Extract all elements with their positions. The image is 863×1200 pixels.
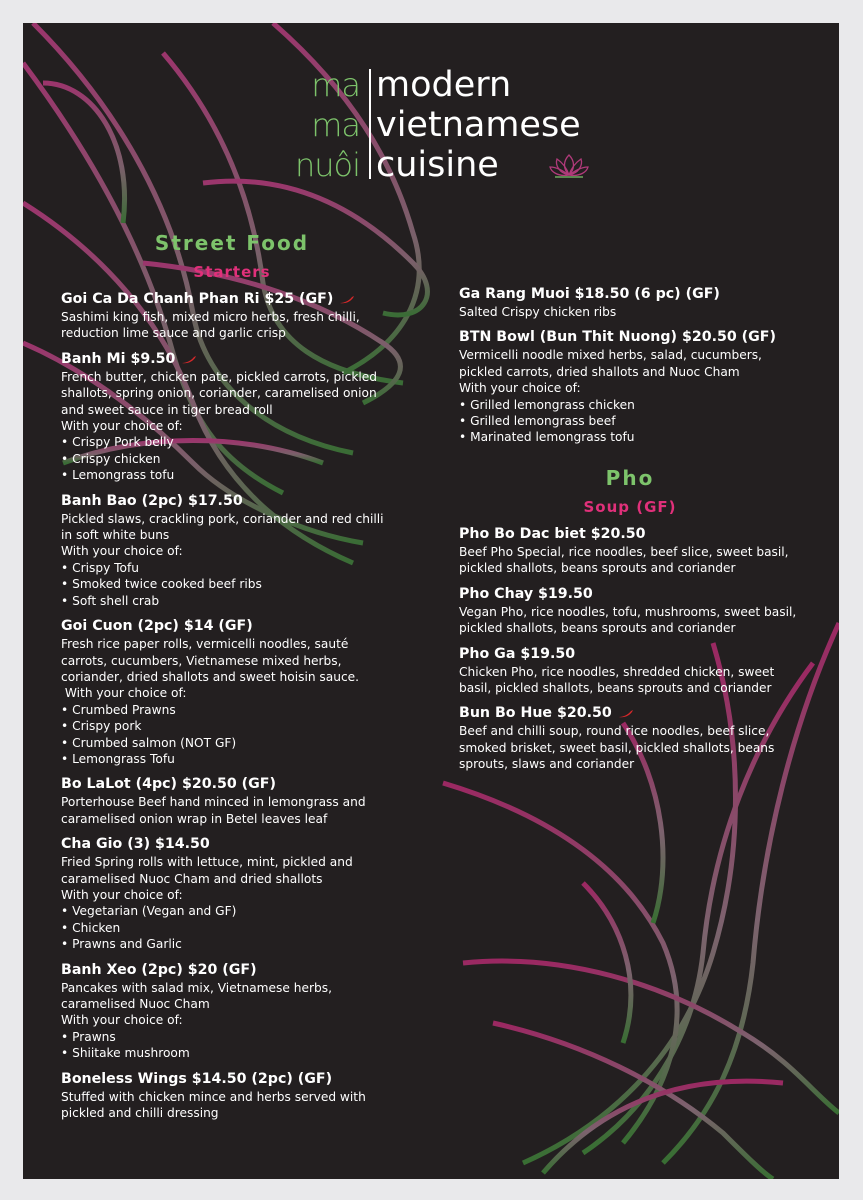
menu-item-option xyxy=(61,451,421,467)
menu-item-name-text: Bun Bo Hue $20.50 xyxy=(459,705,612,722)
menu-item-option xyxy=(61,576,421,592)
menu-item xyxy=(61,1070,421,1122)
menu-item-name xyxy=(61,775,421,794)
menu-page xyxy=(23,23,839,1179)
menu-column-right-pho xyxy=(459,525,819,781)
menu-item-name xyxy=(459,285,819,304)
menu-item-description-line: caramelised onion wrap in Betel leaves leaf xyxy=(61,811,328,826)
menu-item-option xyxy=(61,593,421,609)
menu-item-option xyxy=(61,1045,421,1061)
menu-item xyxy=(459,285,819,320)
menu-item-name xyxy=(459,328,819,347)
menu-item-description-line: coriander, dried shallots and sweet hoisin sauce. xyxy=(61,669,360,684)
menu-item-name xyxy=(61,961,421,980)
chili-icon xyxy=(181,354,197,364)
menu-item xyxy=(61,961,421,1062)
menu-item-name-text: Banh Xeo (2pc) $20 (GF) xyxy=(61,961,257,978)
bullet-icon: • xyxy=(61,593,73,608)
lotus-icon xyxy=(549,153,589,179)
menu-item-description-line: French butter, chicken pate, pickled carrots, pickled xyxy=(61,369,378,384)
menu-item-option xyxy=(61,936,421,952)
menu-item xyxy=(61,775,421,827)
bullet-icon: • xyxy=(61,702,73,717)
menu-item-description-line: pickled and chilli dressing xyxy=(61,1106,219,1121)
menu-item-option xyxy=(61,920,421,936)
menu-item-option-text: Crumbed salmon (NOT GF) xyxy=(72,735,237,750)
menu-item-option-text: Crumbed Prawns xyxy=(72,702,176,717)
bullet-icon: • xyxy=(61,735,73,750)
menu-item-description-line: With your choice of: xyxy=(61,1013,183,1028)
menu-item-option-text: Lemongrass Tofu xyxy=(72,751,175,766)
menu-item-name-text: Goi Cuon (2pc) $14 (GF) xyxy=(61,618,253,635)
menu-item xyxy=(459,704,819,772)
menu-item-description-line: carrots, cucumbers, Vietnamese mixed herbs, xyxy=(61,653,342,668)
logo-divider xyxy=(369,69,371,179)
menu-item-name xyxy=(459,704,819,723)
bullet-icon: • xyxy=(61,451,73,466)
logo-wordmark-left xyxy=(290,65,360,185)
menu-item-description-line: and sweet sauce in tiger bread roll xyxy=(61,402,273,417)
menu-item xyxy=(61,835,421,952)
menu-item-option-text: Chicken xyxy=(72,920,121,935)
menu-item-option xyxy=(61,560,421,576)
menu-item-name-text: Cha Gio (3) $14.50 xyxy=(61,836,210,853)
menu-item-name-text: Pho Bo Dac biet $20.50 xyxy=(459,526,646,542)
menu-item-name-text: Pho Ga $19.50 xyxy=(459,645,576,662)
menu-column-right-top xyxy=(459,285,819,454)
menu-item-description-line: Fried Spring rolls with lettuce, mint, pickled and xyxy=(61,855,353,870)
logo-tagline-line: modern xyxy=(376,65,512,105)
menu-item-option xyxy=(61,735,421,751)
street-food-heading: Street Food xyxy=(154,231,310,255)
menu-item-description-line: Pancakes with salad mix, Vietnamese herbs, xyxy=(61,980,332,995)
menu-item-description-line: pickled carrots, dried shallots and Nuoc Cham xyxy=(459,364,740,379)
menu-item-name-text: Bo LaLot (4pc) $20.50 (GF) xyxy=(61,776,276,793)
bullet-icon: • xyxy=(459,414,471,429)
bullet-icon: • xyxy=(459,397,471,412)
menu-item xyxy=(459,525,819,577)
menu-item-option xyxy=(61,1029,421,1045)
menu-item-option xyxy=(61,751,421,767)
bullet-icon: • xyxy=(61,1046,73,1061)
menu-item xyxy=(61,290,421,342)
menu-item-option-text: Crispy Tofu xyxy=(72,560,140,575)
menu-item xyxy=(459,585,819,637)
restaurant-logo xyxy=(290,65,590,185)
bullet-icon: • xyxy=(61,904,73,919)
menu-item-option-text: Shiitake mushroom xyxy=(72,1046,190,1061)
bullet-icon: • xyxy=(61,751,73,766)
menu-item-name xyxy=(61,492,421,511)
menu-item-option xyxy=(61,467,421,483)
menu-item-description-line: With your choice of: xyxy=(61,419,183,434)
menu-item-name xyxy=(61,835,421,854)
menu-item-description-line: Fresh rice paper rolls, vermicelli noodles, sauté xyxy=(61,637,349,652)
menu-item-option xyxy=(459,397,819,413)
menu-item-name-text: Ga Rang Muoi $18.50 (6 pc) (GF) xyxy=(459,286,720,302)
menu-item-description-line: Vermicelli noodle mixed herbs, salad, cucumbers, xyxy=(459,348,762,363)
soup-subheading: Soup (GF) xyxy=(583,498,677,516)
menu-item-description-line: caramelised Nuoc Cham and dried shallots xyxy=(61,871,323,886)
menu-item-description-line: With your choice of: xyxy=(459,381,581,396)
menu-item-option-text: Grilled lemongrass beef xyxy=(470,414,616,429)
menu-item-name-text: Pho Chay $19.50 xyxy=(459,585,593,602)
menu-item-option xyxy=(61,718,421,734)
menu-item-name xyxy=(61,1070,421,1089)
menu-item-option xyxy=(61,434,421,450)
logo-tagline-line: cuisine xyxy=(376,145,499,185)
bullet-icon: • xyxy=(61,577,73,592)
starters-subheading: Starters xyxy=(193,263,271,281)
menu-item-option xyxy=(61,702,421,718)
menu-item-description-line: With your choice of: xyxy=(61,887,183,902)
menu-item-name-text: BTN Bowl (Bun Thit Nuong) $20.50 (GF) xyxy=(459,329,776,346)
menu-item-description-line: Pickled slaws, crackling pork, coriander and red chilli xyxy=(61,511,384,526)
bullet-icon: • xyxy=(459,430,471,445)
menu-item-description-line: basil, pickled shallots, beans sprouts and coriander xyxy=(459,681,772,696)
menu-item-description-line: Sashimi king fish, mixed micro herbs, fresh chilli, xyxy=(61,310,360,324)
menu-item-option-text: Prawns and Garlic xyxy=(72,937,182,952)
menu-item-description-line: reduction lime sauce and garlic crisp xyxy=(61,326,286,341)
menu-item-option-text: Crispy pork xyxy=(72,719,142,734)
menu-item-name xyxy=(459,585,819,604)
menu-item-description-line: Salted Crispy chicken ribs xyxy=(459,305,617,319)
menu-item-name-text: Goi Ca Da Chanh Phan Ri $25 (GF) xyxy=(61,291,334,307)
menu-item-option xyxy=(459,413,819,429)
menu-item-option-text: Grilled lemongrass chicken xyxy=(470,397,635,412)
bullet-icon: • xyxy=(61,468,73,483)
menu-column-left xyxy=(61,290,421,1129)
menu-item-name xyxy=(61,290,421,309)
menu-item-name xyxy=(61,350,421,369)
menu-item-option-text: Soft shell crab xyxy=(72,593,160,608)
bullet-icon: • xyxy=(61,719,73,734)
pho-heading: Pho xyxy=(605,466,655,490)
menu-item-description-line: pickled shallots, beans sprouts and coriander xyxy=(459,561,736,576)
bullet-icon: • xyxy=(61,920,73,935)
menu-item-name xyxy=(459,645,819,664)
menu-item xyxy=(459,645,819,697)
menu-item-description-line: caramelised Nuoc Cham xyxy=(61,997,210,1011)
bullet-icon: • xyxy=(61,937,73,952)
logo-tagline-line: vietnamese xyxy=(376,105,581,145)
menu-item-name-text: Boneless Wings $14.50 (2pc) (GF) xyxy=(61,1070,333,1087)
chili-icon xyxy=(339,294,355,304)
menu-item-name xyxy=(61,617,421,636)
menu-item-option-text: Lemongrass tofu xyxy=(72,468,175,483)
logo-left-line: ma xyxy=(311,106,360,144)
menu-item-description-line: in soft white buns xyxy=(61,528,170,543)
chili-icon xyxy=(618,708,634,718)
menu-item-description-line: pickled shallots, beans sprouts and coriander xyxy=(459,621,736,636)
logo-left-line: ma xyxy=(311,66,360,104)
bullet-icon: • xyxy=(61,1029,73,1044)
menu-item xyxy=(61,492,421,609)
menu-item-description-line: With your choice of: xyxy=(61,686,187,701)
menu-item-option-text: Crispy chicken xyxy=(72,451,161,466)
menu-item-description-line: Beef and chilli soup, round rice noodles, beef slice, xyxy=(459,724,770,739)
logo-left-line: nuôi xyxy=(294,146,360,184)
menu-item-description-line: sprouts, slaws and coriander xyxy=(459,757,635,772)
menu-item-option-text: Smoked twice cooked beef ribs xyxy=(72,577,262,592)
menu-item-name-text: Banh Bao (2pc) $17.50 xyxy=(61,492,243,509)
menu-item-description-line: With your choice of: xyxy=(61,544,183,559)
menu-item-description-line: Chicken Pho, rice noodles, shredded chicken, sweet xyxy=(459,664,775,679)
menu-item-option-text: Prawns xyxy=(72,1029,116,1044)
menu-item-description-line: Stuffed with chicken mince and herbs served with xyxy=(61,1089,366,1104)
bullet-icon: • xyxy=(61,560,73,575)
menu-item-description-line: Porterhouse Beef hand minced in lemongrass and xyxy=(61,795,366,810)
menu-item xyxy=(61,617,421,767)
menu-item-name xyxy=(459,525,819,544)
menu-item xyxy=(61,350,421,484)
menu-item-description-line: Beef Pho Special, rice noodles, beef slice, sweet basil, xyxy=(459,545,789,559)
menu-item-option xyxy=(61,903,421,919)
bullet-icon: • xyxy=(61,435,73,450)
menu-item-option xyxy=(459,429,819,445)
menu-item-description-line: shallots, spring onion, coriander, caramelised onion xyxy=(61,386,377,401)
menu-item xyxy=(459,328,819,445)
menu-item-name-text: Banh Mi $9.50 xyxy=(61,350,176,367)
menu-item-description-line: smoked brisket, sweet basil, pickled shallots, beans xyxy=(459,740,775,755)
menu-item-option-text: Vegetarian (Vegan and GF) xyxy=(72,904,237,919)
menu-item-option-text: Marinated lemongrass tofu xyxy=(470,430,635,445)
menu-item-description-line: Vegan Pho, rice noodles, tofu, mushrooms, sweet basil, xyxy=(459,604,797,619)
menu-item-option-text: Crispy Pork belly xyxy=(72,435,174,450)
